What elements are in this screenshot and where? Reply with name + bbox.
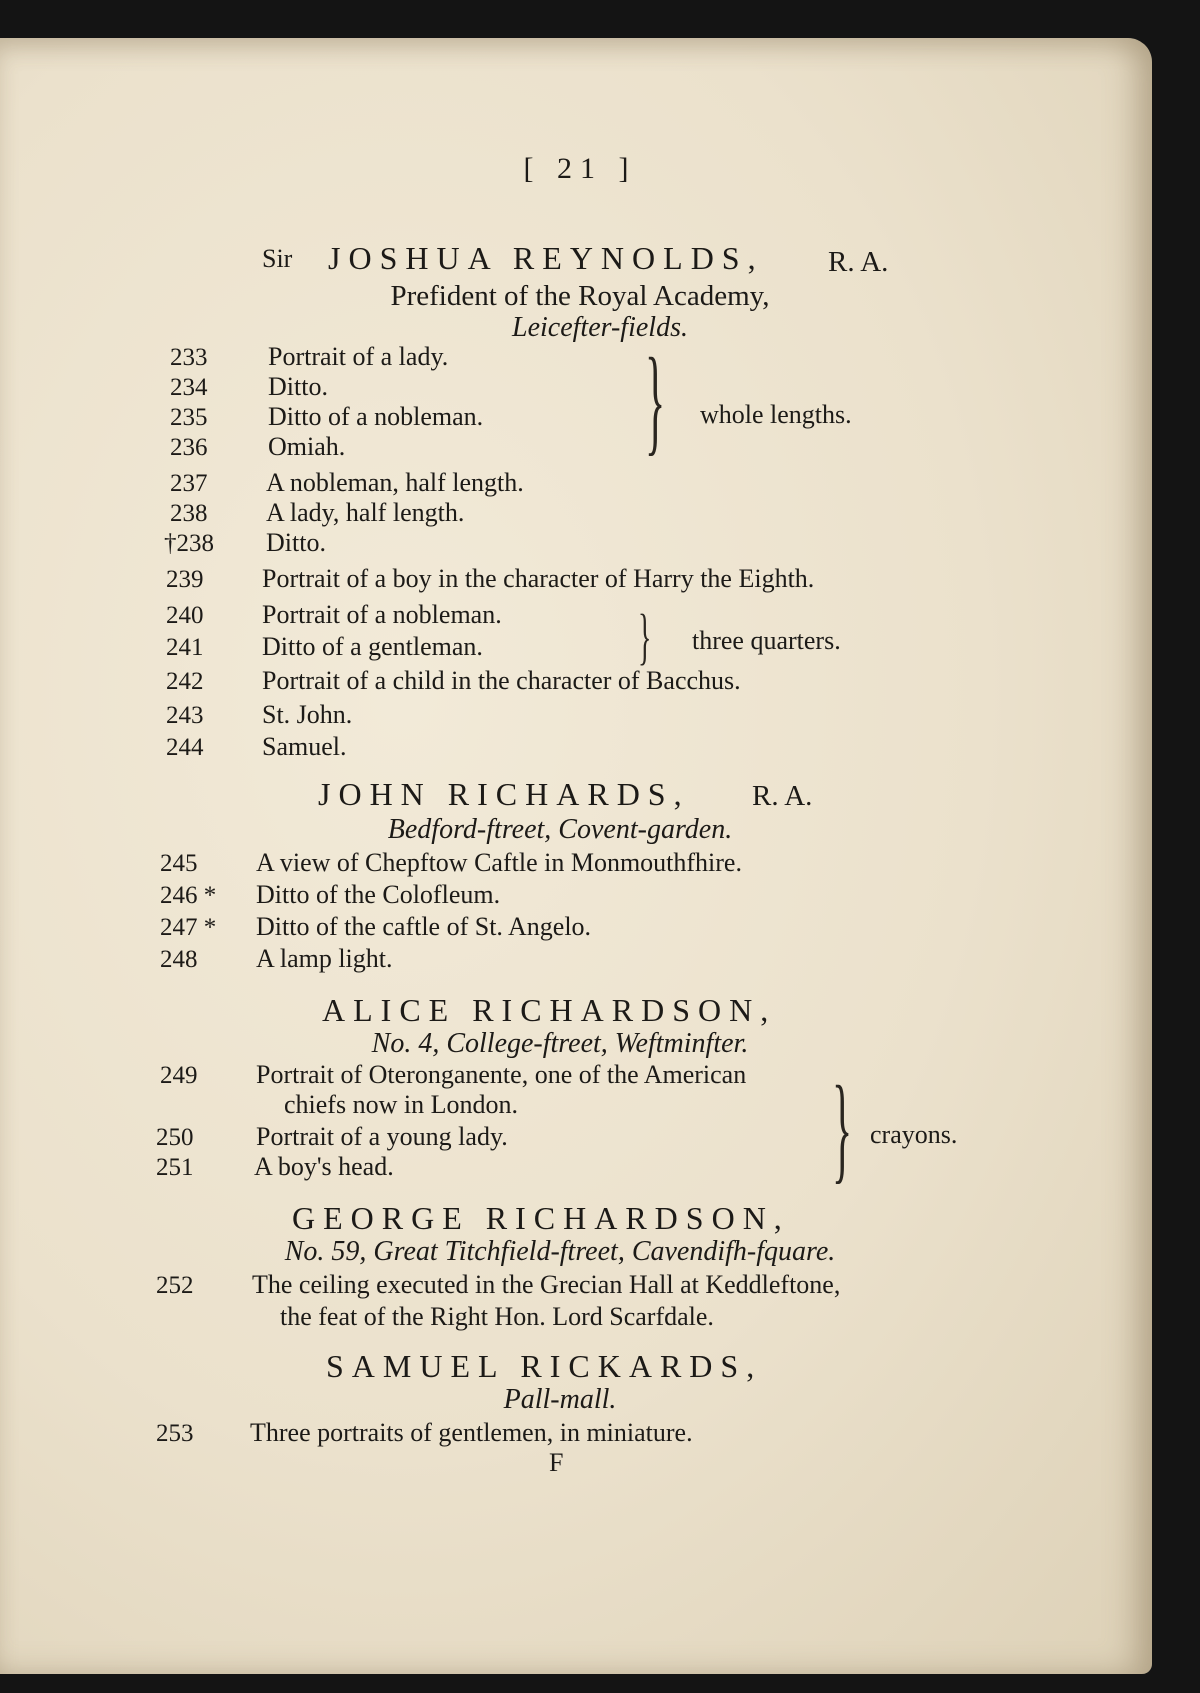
entry-title: A nobleman, half length. (266, 468, 524, 497)
entry-number: 253 (156, 1420, 194, 1447)
artist-name-prefix: Sir (262, 244, 293, 273)
entry-title: St. John. (262, 700, 353, 729)
brace: } (832, 1061, 853, 1194)
artist-subtitle: Prefident of the Royal Academy, (390, 280, 770, 312)
artist-name: ALICE RICHARDSON, (322, 992, 777, 1028)
entry-title: Portrait of a nobleman. (262, 600, 502, 629)
artist-address: Bedford-ftreet, Covent-garden. (387, 814, 733, 845)
entry-title: Portrait of a boy in the character of Harry the Eighth. (262, 564, 815, 593)
artist-name: SAMUEL RICKARDS, (326, 1348, 763, 1384)
group-note: crayons. (870, 1120, 958, 1149)
entry-title: Portrait of a lady. (268, 342, 449, 371)
entry-number: 243 (166, 702, 204, 729)
entry-title: Ditto. (268, 372, 328, 401)
entry-title: Ditto of the caftle of St. Angelo. (256, 912, 592, 941)
entry-title: The ceiling executed in the Grecian Hall at Keddleftone, (252, 1270, 841, 1299)
entry-title-continued: chiefs now in London. (284, 1090, 518, 1119)
entry-title: Omiah. (268, 432, 346, 461)
artist-address: No. 59, Great Titchfield-ftreet, Cavendifh-fquare. (284, 1236, 836, 1267)
group-note: three quarters. (692, 626, 841, 655)
entry-number: 249 (160, 1062, 198, 1089)
entry-number: 234 (170, 374, 208, 401)
entry-title: Ditto of a nobleman. (268, 402, 484, 431)
entry-number: 238 (170, 500, 208, 527)
entry-number: 240 (166, 602, 204, 629)
entry-number: 242 (166, 668, 204, 695)
entry-number: 239 (166, 566, 204, 593)
entry-title: Ditto of a gentleman. (262, 632, 483, 661)
entry-number: †238 (164, 530, 214, 557)
artist-name: JOHN RICHARDS, (318, 776, 690, 812)
entry-title: Samuel. (262, 732, 347, 761)
artist-name: GEORGE RICHARDSON, (292, 1200, 790, 1236)
artist-suffix: R. A. (828, 246, 889, 278)
entry-number: 246 * (160, 882, 217, 909)
brace: } (638, 603, 652, 671)
entry-title: A lamp light. (256, 944, 393, 973)
entry-number: 233 (170, 344, 208, 371)
entry-number: 237 (170, 470, 208, 497)
entry-title: Portrait of Oteronganente, one of the American (256, 1060, 747, 1089)
entry-number: 241 (166, 634, 204, 661)
entry-title: A view of Chepftow Caftle in Monmouthfhire. (256, 848, 742, 877)
entry-number: 251 (156, 1154, 194, 1181)
entry-title: A boy's head. (254, 1152, 394, 1181)
entry-number: 236 (170, 434, 208, 461)
entry-title: Portrait of a young lady. (256, 1122, 508, 1151)
artist-name: JOSHUA REYNOLDS, (328, 240, 764, 276)
brace: } (645, 333, 666, 466)
book-page (0, 38, 1152, 1674)
entry-title: Three portraits of gentlemen, in miniature. (250, 1418, 693, 1447)
entry-number: 245 (160, 850, 198, 877)
group-note: whole lengths. (700, 400, 852, 429)
entry-title: A lady, half length. (266, 498, 465, 527)
entry-title: Portrait of a child in the character of Bacchus. (262, 666, 741, 695)
artist-suffix: R. A. (752, 780, 813, 812)
artist-address: Pall-mall. (503, 1384, 617, 1415)
signature-mark: F (549, 1448, 564, 1477)
entry-number: 248 (160, 946, 198, 973)
artist-address: Leicefter-fields. (512, 312, 688, 343)
entry-number: 244 (166, 734, 204, 761)
entry-number: 247 * (160, 914, 217, 941)
entry-title-continued: the feat of the Right Hon. Lord Scarfdale. (280, 1302, 714, 1331)
artist-address: No. 4, College-ftreet, Weftminfter. (371, 1028, 749, 1059)
entry-title: Ditto. (266, 528, 326, 557)
entry-number: 235 (170, 404, 208, 431)
entry-number: 252 (156, 1272, 194, 1299)
page-number: [ 21 ] (523, 152, 637, 185)
entry-number: 250 (156, 1124, 194, 1151)
entry-title: Ditto of the Colofleum. (256, 880, 501, 909)
